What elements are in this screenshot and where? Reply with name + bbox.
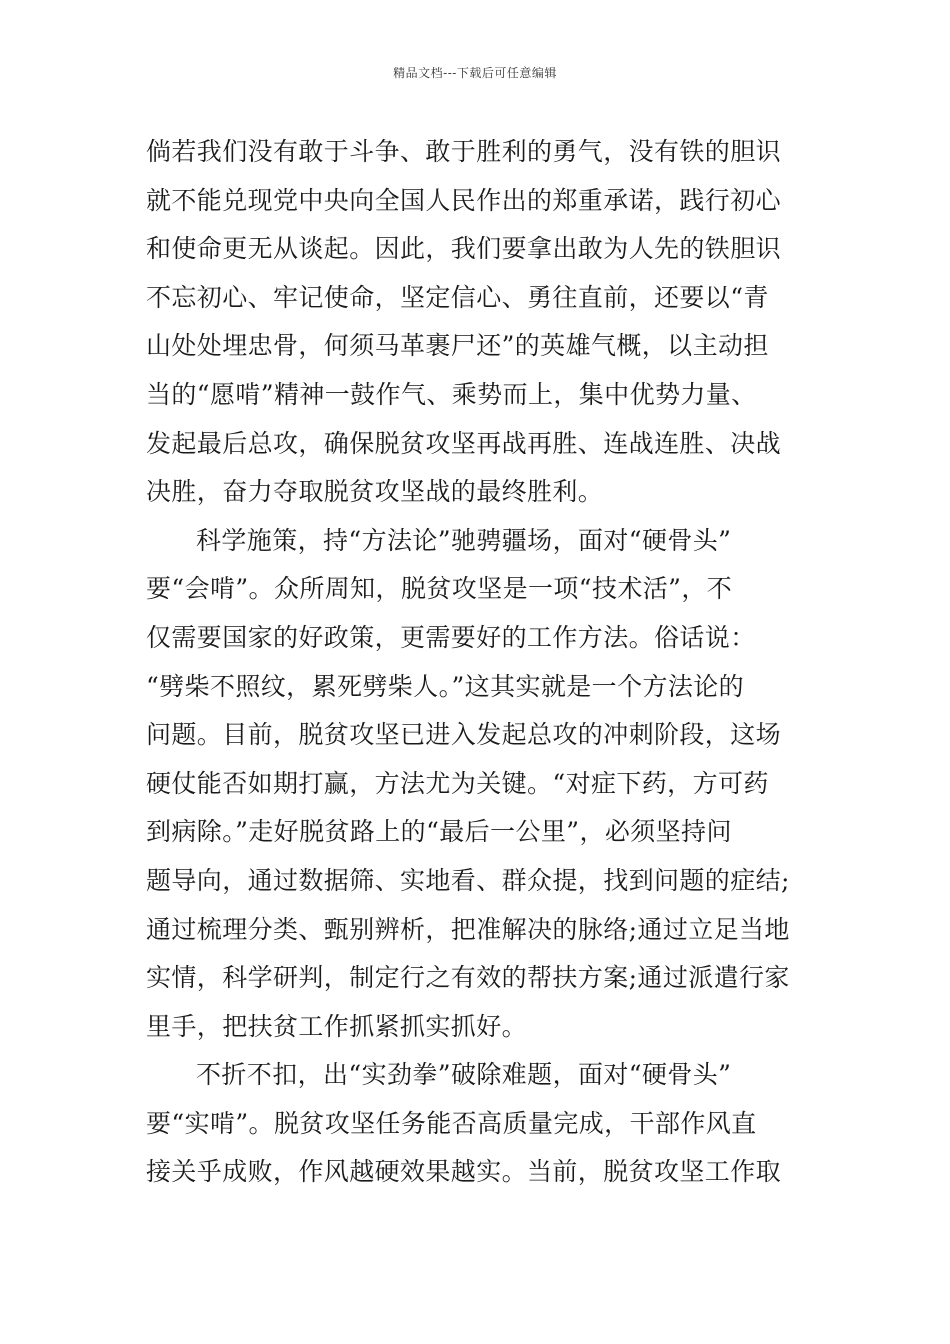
- text-line: 要“会啃”。众所周知，脱贫攻坚是一项“技术活”，不: [146, 574, 733, 604]
- text-line: 山处处埋忠骨，何须马革裹尸还”的英雄气概，以主动担: [146, 331, 769, 361]
- text-line: 里手，把扶贫工作抓紧抓实抓好。: [146, 1011, 528, 1041]
- text-line: 到病除。”走好脱贫路上的“最后一公里”，必须坚持问: [146, 817, 732, 847]
- paragraph-3: [146, 1051, 806, 1197]
- text-line: 当的“愿啃”精神一鼓作气、乘势而上，集中优势力量、: [146, 379, 757, 409]
- text-line: 科学施策，持“方法论”驰骋疆场，面对“硬骨头”: [196, 525, 732, 555]
- text-line: 就不能兑现党中央向全国人民作出的郑重承诺，践行初心: [146, 185, 782, 215]
- paragraph-2: [146, 517, 806, 1052]
- text-line: 通过梳理分类、甄别辨析，把准解决的脉络;通过立足当地: [146, 914, 790, 944]
- page-header: 精品文档---下载后可任意编辑: [393, 66, 557, 80]
- text-line: 实情，科学研判，制定行之有效的帮扶方案;通过派遣行家: [146, 963, 790, 993]
- text-line: 仅需要国家的好政策，更需要好的工作方法。俗话说：: [146, 622, 756, 652]
- text-line: 题导向，通过数据筛、实地看、群众提，找到问题的症结;: [146, 865, 790, 895]
- text-line: 问题。目前，脱贫攻坚已进入发起总攻的冲刺阶段，这场: [146, 720, 782, 750]
- body-text: [146, 128, 806, 1197]
- text-line: 硬仗能否如期打赢，方法尤为关键。“对症下药，方可药: [146, 768, 769, 798]
- text-line: 决胜，奋力夺取脱贫攻坚战的最终胜利。: [146, 477, 604, 507]
- text-line: 不忘初心、牢记使命，坚定信心、勇往直前，还要以“青: [146, 282, 769, 312]
- text-line: 发起最后总攻，确保脱贫攻坚再战再胜、连战连胜、决战: [146, 428, 782, 458]
- text-line: 倘若我们没有敢于斗争、敢于胜利的勇气，没有铁的胆识: [146, 137, 782, 166]
- text-line: 要“实啃”。脱贫攻坚任务能否高质量完成，干部作风直: [146, 1108, 757, 1138]
- text-line: 接关乎成败，作风越硬效果越实。当前，脱贫攻坚工作取: [146, 1157, 782, 1187]
- text-line: 和使命更无从谈起。因此，我们要拿出敢为人先的铁胆识: [146, 234, 782, 264]
- text-line: 不折不扣，出“实劲拳”破除难题，面对“硬骨头”: [196, 1060, 732, 1090]
- text-line: “劈柴不照纹，累死劈柴人。”这其实就是一个方法论的: [146, 671, 745, 701]
- paragraph-1: [146, 128, 806, 517]
